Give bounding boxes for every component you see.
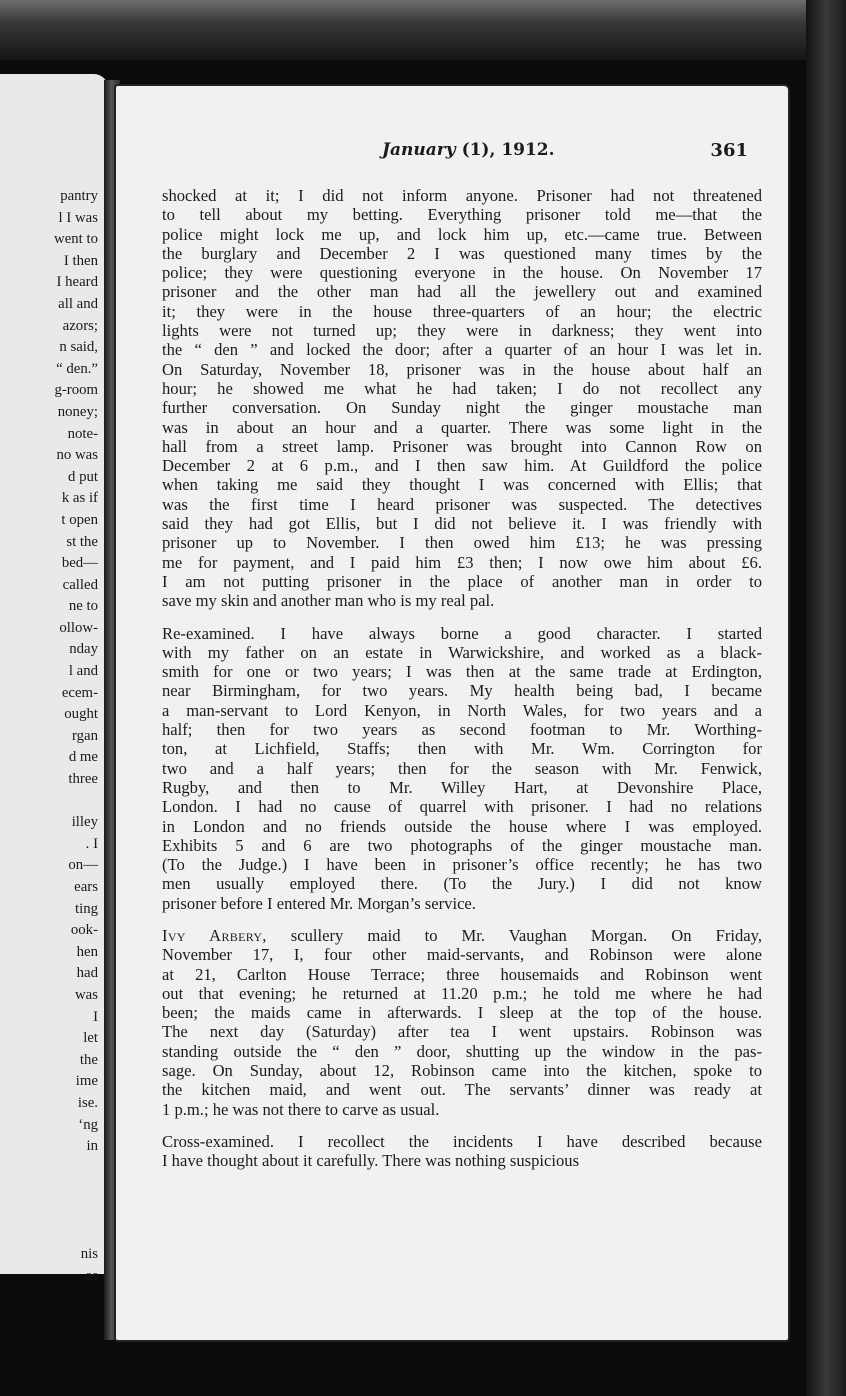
- facing-page-fragment: pantry: [60, 188, 98, 204]
- text-line: Rugby, and then to Mr. Willey Hart, at Devonshire Place,: [162, 777, 762, 797]
- witness-name: Ivy Arbery,: [162, 925, 267, 945]
- text-line: been; the maids came in afterwards. I sleep at the top of the house.: [162, 1003, 762, 1023]
- facing-page-fragment: bed—: [61, 555, 98, 572]
- facing-page-fragment: on—: [68, 857, 98, 874]
- facing-page-fragment: went to: [54, 231, 98, 248]
- text-line: was the first time I heard prisoner was suspected. The detectives: [162, 494, 762, 514]
- facing-page-fragment: I: [93, 1008, 98, 1025]
- paragraph: [162, 186, 762, 611]
- text-line: 1 p.m.; he was not there to carve as usual.: [162, 1099, 440, 1119]
- text-line: men usually employed there. (To the Jury.) I did not know: [162, 874, 762, 894]
- facing-page-fragment: no was: [56, 447, 98, 464]
- text-line: December 2 at 6 p.m., and I then saw him. At Guildford the police: [162, 456, 762, 476]
- facing-page-fragment: the: [79, 1051, 98, 1068]
- facing-page-fragment: nday: [69, 641, 98, 658]
- facing-page-fragment: [0, 1201, 98, 1223]
- running-head-month: January: [382, 140, 456, 160]
- text-line: Cross-examined. I recollect the incidents I have described because: [162, 1131, 762, 1151]
- paragraph: [162, 624, 762, 913]
- text-line: The next day (Saturday) after tea I went upstairs. Robinson was: [162, 1022, 762, 1042]
- text-line: said they had got Ellis, but I did not believe it. I was friendly with: [162, 514, 762, 534]
- facing-page-fragment: l and: [68, 663, 98, 680]
- text-line: shocked at it; I did not inform anyone. Prisoner had not threatened: [162, 186, 762, 205]
- facing-page-edge: [0, 74, 108, 1284]
- paragraph: [162, 926, 762, 1119]
- text-line: the burglary and December 2 I was questioned many times by the: [162, 243, 762, 263]
- book-page: [116, 86, 788, 1340]
- facing-page-fragment: g-room: [54, 382, 98, 399]
- facing-page-fragment: ime: [75, 1073, 98, 1090]
- text-line: the “ den ” and locked the door; after a quarter of an hour I was let in.: [162, 340, 762, 360]
- text-line: On Saturday, November 18, prisoner was in the house about half an: [162, 359, 762, 379]
- text-line: hall from a street lamp. Prisoner was brought into Cannon Row on: [162, 436, 762, 456]
- facing-page-fragment: [0, 1179, 98, 1201]
- facing-page-fragment: d put: [67, 468, 98, 485]
- facing-page-fragment: nis: [80, 1246, 98, 1263]
- text-line: at 21, Carlton House Terrace; three housemaids and Robinson went: [162, 964, 762, 984]
- text-line: half; then for two years as second footman to Mr. Worthing-: [162, 720, 762, 740]
- text-line: was in about an hour and a quarter. There was some light in the: [162, 417, 762, 437]
- facing-page-fragment: had: [76, 965, 98, 982]
- paragraph: [162, 1132, 762, 1171]
- text-line: the kitchen maid, and went out. The servants’ dinner was ready at: [162, 1080, 762, 1100]
- facing-page-fragment: ought: [64, 706, 98, 723]
- text-line: prisoner before I entered Mr. Morgan’s service.: [162, 893, 476, 913]
- facing-page-fragment: ollow-: [59, 619, 98, 636]
- page-header: [116, 140, 788, 166]
- page-number: 361: [710, 140, 748, 161]
- text-line: police; they were questioning everyone in the house. On November 17: [162, 263, 762, 283]
- facing-page-fragment: ise.: [77, 1094, 98, 1111]
- facing-page-fragment: “ den.”: [56, 360, 98, 377]
- facing-page-fragment: I heard: [56, 274, 98, 291]
- text-line: London. I had no cause of quarrel with prisoner. I had no relations: [162, 797, 762, 817]
- facing-page-fragment: n said,: [59, 339, 98, 356]
- text-line: November 17, I, four other maid-servants, and Robinson were alone: [162, 945, 762, 965]
- text-line: hour; he showed me what he had taken; I do not recollect any: [162, 378, 762, 398]
- facing-page-fragment: illey: [71, 814, 98, 831]
- facing-page-fragment: t open: [61, 511, 98, 528]
- text-line: sage. On Sunday, about 12, Robinson came into the kitchen, spoke to: [162, 1061, 762, 1081]
- facing-page-fragment: d me: [68, 749, 98, 766]
- text-line: I am not putting prisoner in the place of another man in order to: [162, 571, 762, 591]
- text-line: smith for one or two years; I was then at the same trade at Erdington,: [162, 662, 762, 682]
- facing-page-fragment: ook-: [70, 922, 98, 939]
- facing-page-fragment: three: [68, 771, 98, 788]
- facing-page-fragment: ‘ng: [78, 1116, 98, 1133]
- running-head-date-rest: (1), 1912.: [461, 140, 555, 160]
- facing-page-fragment: as: [85, 1267, 98, 1284]
- facing-page-fragment: I then: [63, 252, 98, 269]
- text-line: further conversation. On Sunday night the ginger moustache man: [162, 398, 762, 418]
- facing-page-fragment: [0, 791, 98, 813]
- page-body-text: [162, 186, 762, 1184]
- text-line: prisoner up to November. I then owed him £13; he was pressing: [162, 533, 762, 553]
- facing-page-fragment: let: [83, 1030, 98, 1047]
- text-line: Re-examined. I have always borne a good character. I started: [162, 623, 762, 643]
- text-line: [162, 926, 762, 945]
- facing-page-fragment: hen: [76, 943, 98, 960]
- text-line: save my skin and another man who is my real pal.: [162, 591, 495, 611]
- facing-page-fragment: called: [62, 576, 98, 593]
- facing-page-fragment: was: [74, 986, 98, 1003]
- facing-page-fragment: rgan: [71, 727, 98, 744]
- text-line: in London and no friends outside the house where I was employed.: [162, 816, 762, 836]
- text-line: prisoner and the other man had all the jewellery out and examined: [162, 282, 762, 302]
- text-line: two and a half years; then for the season with Mr. Fenwick,: [162, 758, 762, 778]
- text-line: (To the Judge.) I have been in prisoner’s office recently; he has two: [162, 855, 762, 875]
- facing-page-fragment: all and: [58, 295, 98, 312]
- scanner-right-edge: [806, 0, 846, 1396]
- facing-page-fragment: st the: [66, 533, 98, 550]
- text-line: to tell about my betting. Everything prisoner told me—that the: [162, 205, 762, 225]
- facing-page-fragment: l I was: [58, 209, 98, 226]
- facing-page-fragment: [0, 1223, 98, 1245]
- text-line: me for payment, and I paid him £3 then; I now owe him about £6.: [162, 552, 762, 572]
- facing-page-fragment: ting: [74, 900, 98, 917]
- text-line: ton, at Lichfield, Staffs; then with Mr. Wm. Corrington for: [162, 739, 762, 759]
- facing-page-fragment: k as if: [61, 490, 98, 507]
- facing-page-fragment: in: [86, 1138, 98, 1155]
- scanner-top-edge: [0, 0, 846, 60]
- facing-page-fragment: noney;: [57, 403, 98, 420]
- facing-page-fragment: ne to: [68, 598, 98, 615]
- text-line-content: scullery maid to Mr. Vaughan Morgan. On Friday,: [266, 925, 762, 945]
- text-line: I have thought about it carefully. There was nothing suspicious: [162, 1151, 580, 1171]
- text-line: standing outside the “ den ” door, shutting up the window in the pas-: [162, 1041, 762, 1061]
- facing-page-fragment: . I: [85, 835, 98, 852]
- text-line: when taking me said they thought I was concerned with Ellis; that: [162, 475, 762, 495]
- text-line: near Birmingham, for two years. My health being bad, I became: [162, 681, 762, 701]
- text-line: out that evening; he returned at 11.20 p.m.; he told me where he had: [162, 983, 762, 1003]
- facing-page-fragment: note-: [67, 425, 98, 442]
- text-line: a man-servant to Lord Kenyon, in North Wales, for two years and a: [162, 700, 762, 720]
- facing-page-fragment: [0, 1158, 98, 1180]
- text-line: it; they were in the house three-quarters of an hour; the electric: [162, 301, 762, 321]
- facing-page-fragment: azors;: [62, 317, 98, 334]
- facing-page-fragment: ears: [74, 879, 98, 895]
- facing-page-text-fragments: [0, 186, 98, 1287]
- text-line: police might lock me up, and lock him up, etc.—came true. Between: [162, 224, 762, 244]
- running-head-date: [382, 140, 555, 160]
- text-line: Exhibits 5 and 6 are two photographs of the ginger moustache man.: [162, 835, 762, 855]
- text-line: lights were not turned up; they were in darkness; they went into: [162, 321, 762, 341]
- facing-page-fragment: ecem-: [61, 684, 98, 701]
- text-line: with my father on an estate in Warwickshire, and worked as a black-: [162, 642, 762, 662]
